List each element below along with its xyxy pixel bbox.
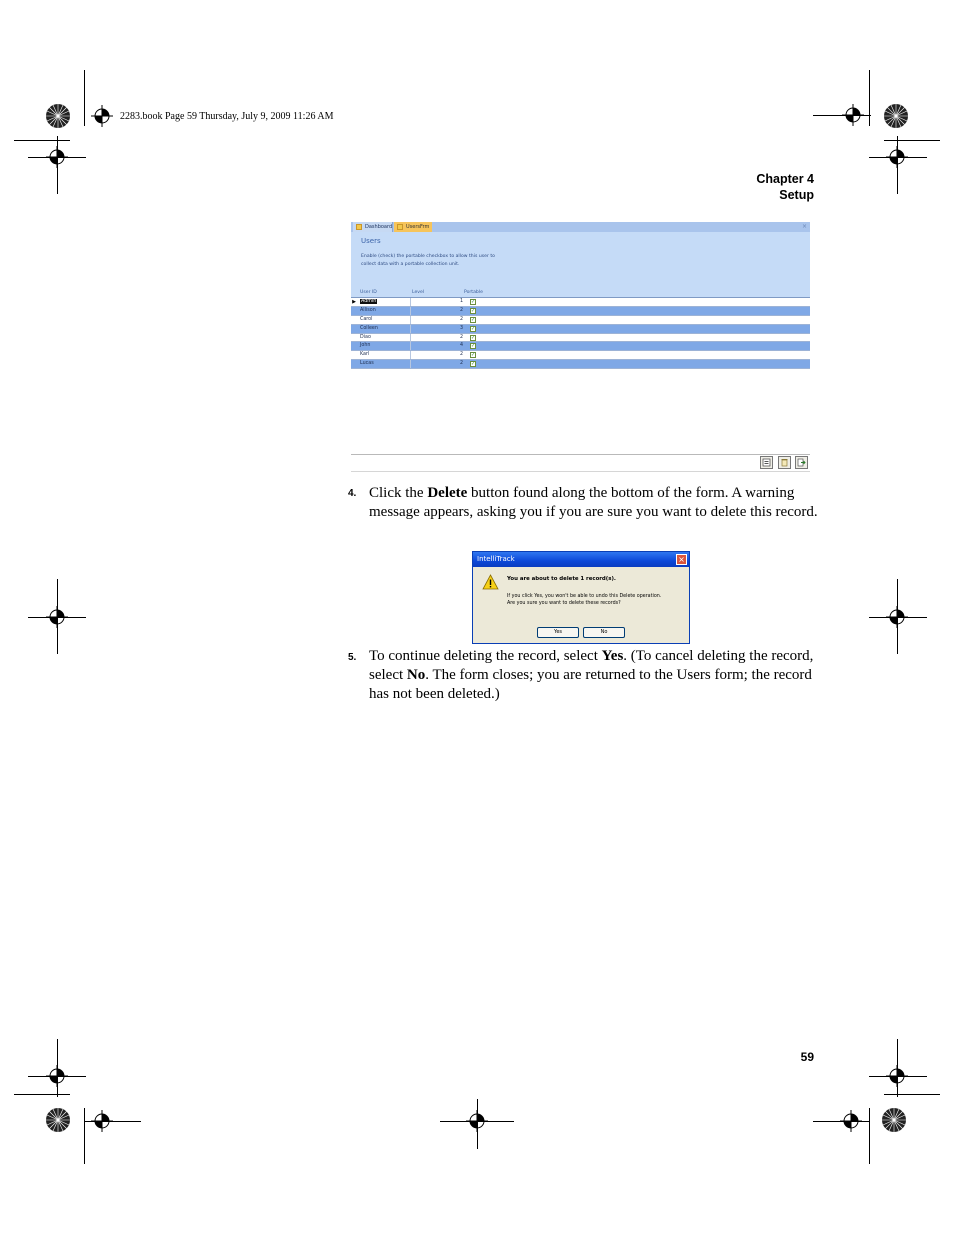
user-id-cell[interactable]: Admin xyxy=(359,298,411,306)
level-cell[interactable]: 2 xyxy=(459,352,463,358)
form-title: Users xyxy=(361,237,381,245)
user-id-cell[interactable]: Carol xyxy=(359,316,411,324)
column-headers xyxy=(351,289,810,298)
level-cell[interactable]: 2 xyxy=(459,361,463,367)
user-id-cell[interactable]: Allison xyxy=(359,307,411,315)
form-instructions: Enable (check) the portable checkbox to allow this user to collect data with a portable collection unit. xyxy=(361,254,495,267)
registration-crosshair-icon xyxy=(466,1110,488,1132)
registration-crosshair-icon xyxy=(842,104,864,126)
level-cell[interactable]: 4 xyxy=(459,343,463,349)
user-id-cell[interactable]: Colleen xyxy=(359,325,411,333)
portable-checkbox[interactable]: ✓ xyxy=(471,334,476,341)
portable-checkbox[interactable]: ✓ xyxy=(471,299,476,305)
level-cell[interactable]: 2 xyxy=(459,316,463,322)
dialog-heading: You are about to delete 1 record(s). xyxy=(507,576,616,582)
close-form-button[interactable] xyxy=(795,456,808,469)
table-row[interactable] xyxy=(351,316,810,325)
chapter-heading xyxy=(756,171,814,203)
step-text: To continue deleting the record, select Yes. (To cancel deleting the record, select No. The form closes; you are returned to the Users form; the record has not been deleted.) xyxy=(369,648,814,702)
user-id-cell[interactable]: Lucas xyxy=(359,360,411,368)
yes-button[interactable]: Yes xyxy=(537,627,579,638)
level-cell[interactable]: 2 xyxy=(459,334,463,340)
registration-star-icon xyxy=(883,103,909,129)
registration-star-icon xyxy=(45,103,71,129)
portable-checkbox[interactable]: ✓ xyxy=(471,325,476,332)
new-record-icon xyxy=(762,458,771,467)
level-cell[interactable]: 2 xyxy=(459,307,463,313)
book-meta-header: 2283.book Page 59 Thursday, July 9, 2009 11:26 AM xyxy=(120,111,334,122)
step-number: 5. xyxy=(348,652,357,663)
column-header-portable: Portable xyxy=(464,290,483,295)
table-row[interactable] xyxy=(351,342,810,351)
registration-crosshair-icon xyxy=(886,1065,908,1087)
user-id-cell[interactable]: John xyxy=(359,342,411,350)
tab-usersfrm[interactable] xyxy=(394,222,432,232)
form-footer-divider xyxy=(351,454,810,455)
user-id-cell[interactable]: Karl xyxy=(359,351,411,359)
registration-crosshair-icon xyxy=(46,146,68,168)
dialog-title: IntelliTrack xyxy=(473,552,689,567)
portable-checkbox[interactable]: ✓ xyxy=(471,361,476,368)
registration-crosshair-icon xyxy=(886,146,908,168)
delete-record-button[interactable] xyxy=(778,456,791,469)
registration-star-icon xyxy=(45,1107,71,1133)
chapter-label: Chapter 4 xyxy=(756,172,814,186)
close-icon[interactable]: × xyxy=(801,223,807,230)
column-header-user-id: User ID xyxy=(360,290,377,295)
form-bottom-border xyxy=(351,471,810,472)
registration-crosshair-icon xyxy=(840,1110,862,1132)
table-row[interactable] xyxy=(351,360,810,369)
step-number: 4. xyxy=(348,488,357,499)
document-tab-bar xyxy=(351,222,810,232)
registration-crosshair-icon xyxy=(91,105,113,127)
record-selector-icon[interactable]: ▶ xyxy=(352,299,356,305)
form-header xyxy=(351,232,810,289)
close-form-icon xyxy=(797,458,806,467)
dialog-message: If you click Yes, you won't be able to undo this Delete operation. Are you sure you want to delete these records? xyxy=(507,594,662,606)
table-row[interactable] xyxy=(351,325,810,334)
step-text: Click the Delete button found along the bottom of the form. A warning message appears, asking you if you are sure you want to delete this record. xyxy=(369,485,818,520)
table-row[interactable] xyxy=(351,334,810,343)
registration-star-icon xyxy=(881,1107,907,1133)
table-row[interactable] xyxy=(351,307,810,316)
section-label: Setup xyxy=(779,188,814,202)
portable-checkbox[interactable]: ✓ xyxy=(471,316,476,323)
table-row[interactable] xyxy=(351,298,810,307)
tab-label: Dashboard xyxy=(365,224,393,230)
registration-crosshair-icon xyxy=(46,606,68,628)
registration-crosshair-icon xyxy=(886,606,908,628)
portable-checkbox[interactable]: ✓ xyxy=(471,352,476,359)
tab-dashboard[interactable] xyxy=(353,222,393,232)
no-button[interactable]: No xyxy=(583,627,625,638)
level-cell[interactable]: 1 xyxy=(459,299,463,304)
delete-record-icon xyxy=(780,458,789,467)
level-cell[interactable]: 3 xyxy=(459,325,463,331)
column-header-level: Level xyxy=(412,290,425,295)
portable-checkbox[interactable]: ✓ xyxy=(471,343,476,350)
form-icon xyxy=(397,224,403,230)
form-icon xyxy=(356,224,362,230)
registration-crosshair-icon xyxy=(91,1110,113,1132)
delete-confirm-dialog xyxy=(472,551,690,644)
users-form-screenshot xyxy=(351,222,810,472)
registration-crosshair-icon xyxy=(46,1065,68,1087)
page-number: 59 xyxy=(800,1050,814,1064)
user-id-cell[interactable]: Diao xyxy=(359,334,411,342)
tab-label: UsersFrm xyxy=(406,224,430,230)
close-icon[interactable]: × xyxy=(676,554,687,565)
table-row[interactable] xyxy=(351,351,810,360)
new-record-button[interactable] xyxy=(760,456,773,469)
users-grid xyxy=(351,298,810,369)
warning-icon xyxy=(482,574,499,590)
portable-checkbox[interactable]: ✓ xyxy=(471,307,476,314)
